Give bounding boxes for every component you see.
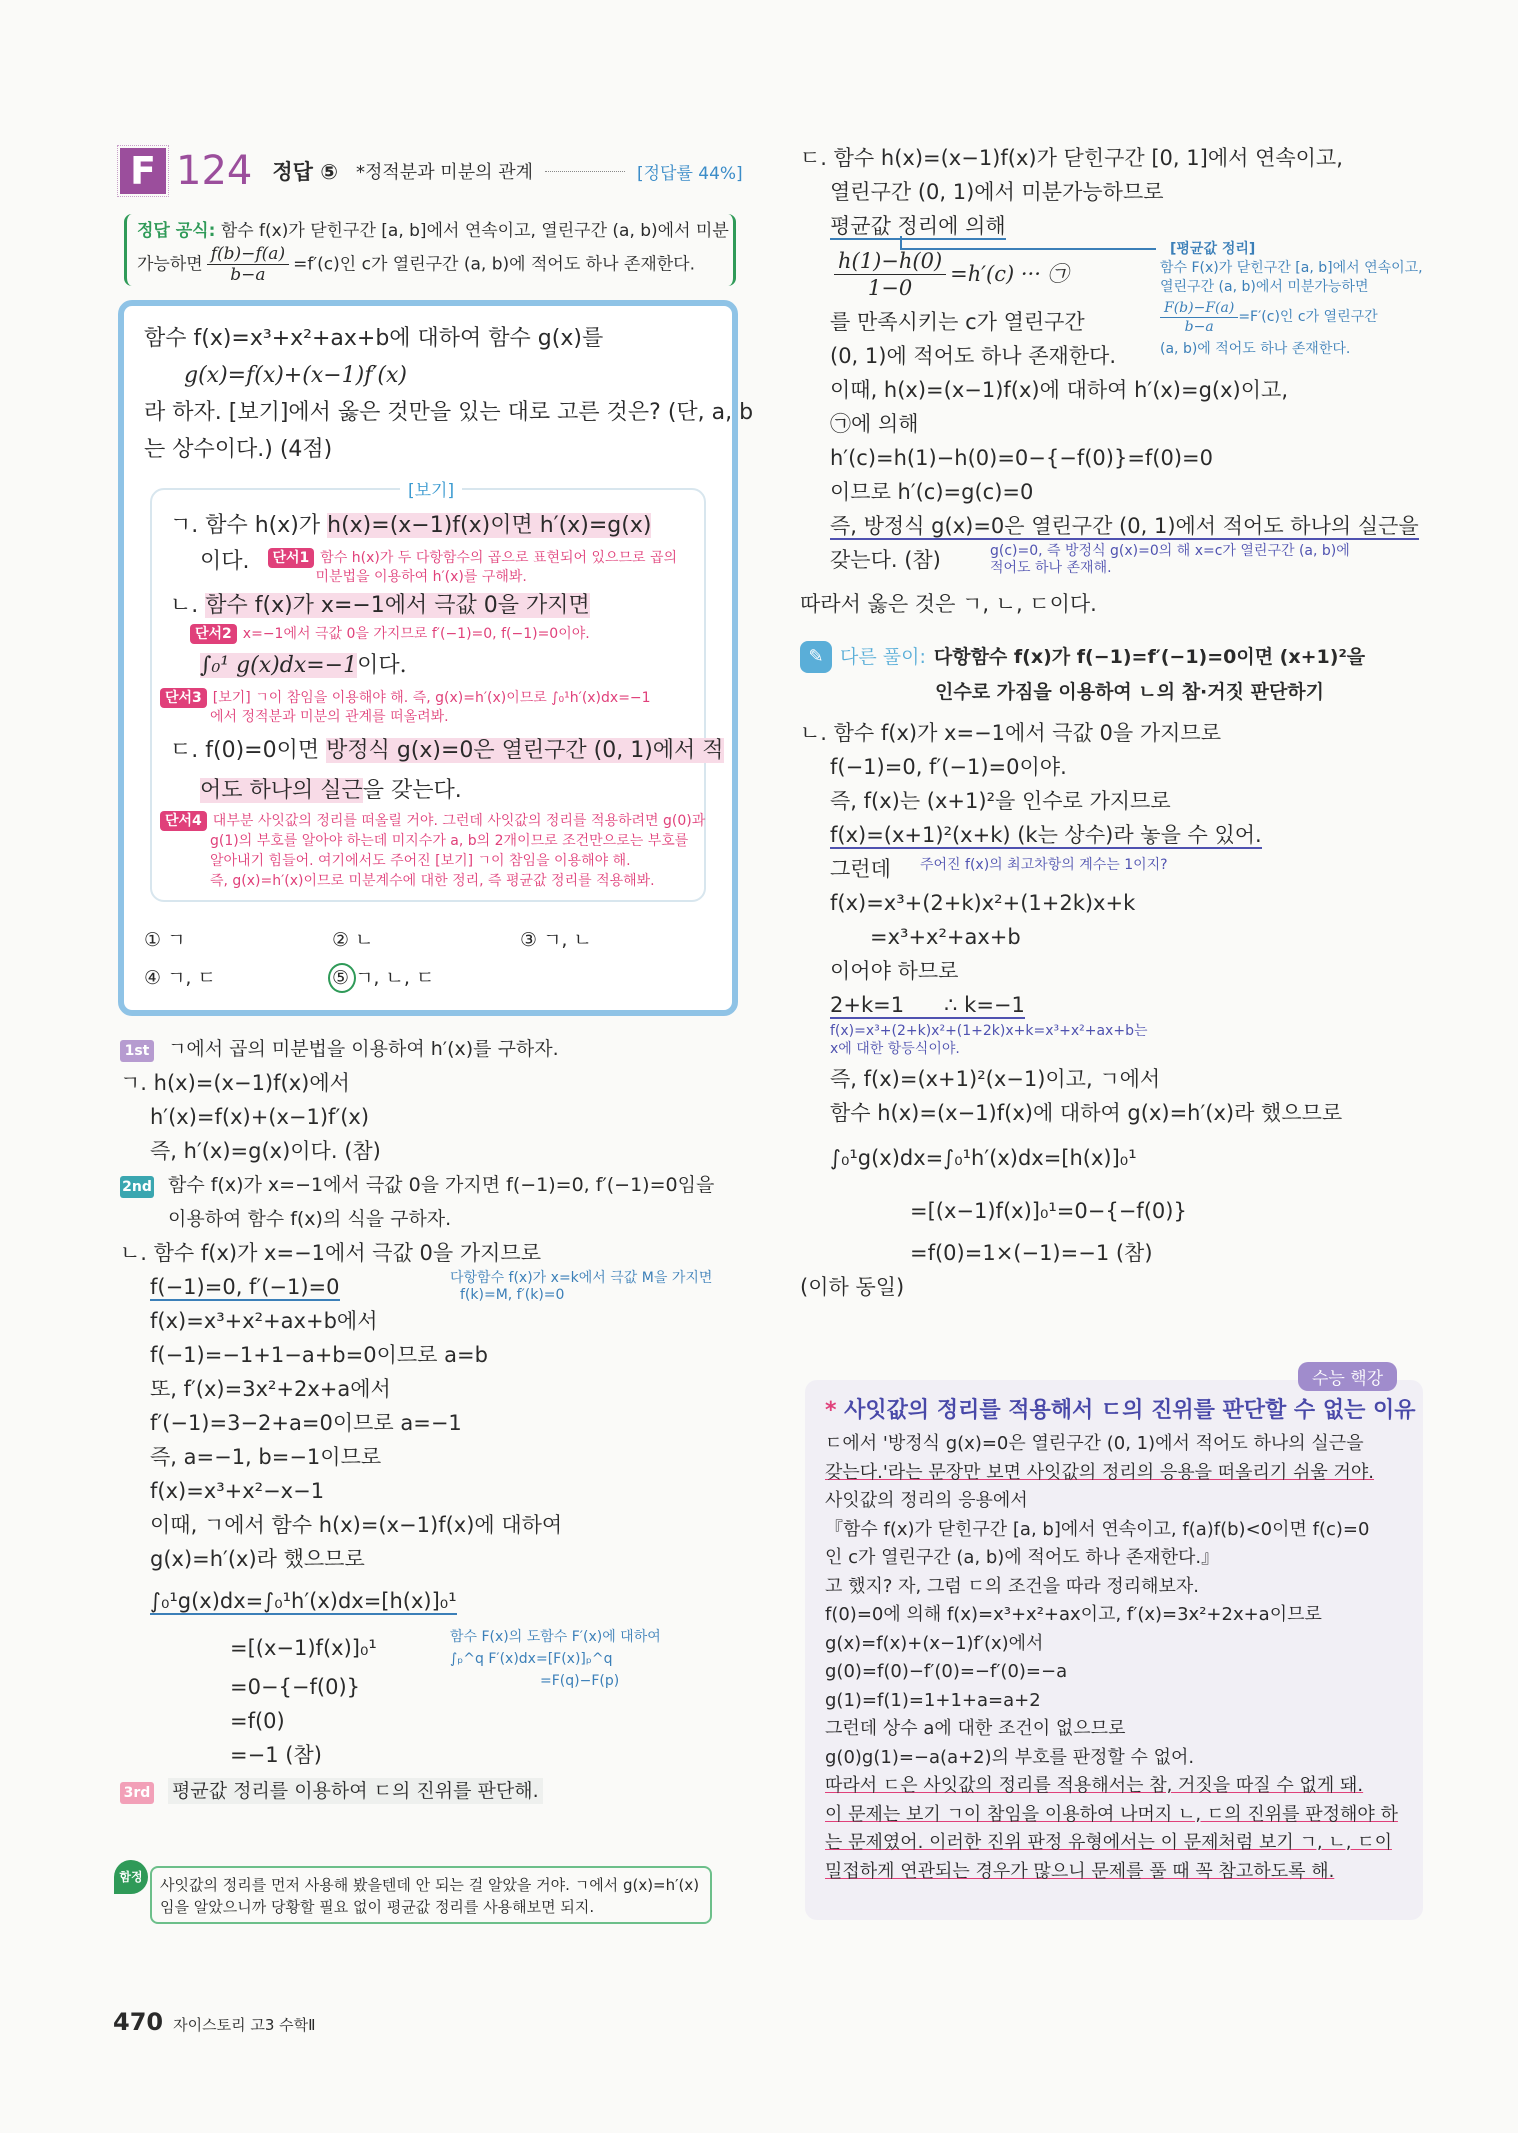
- solution-line: =f(0): [230, 1709, 285, 1733]
- tip-line: g(1)=f(1)=1+1+a=a+2: [825, 1689, 1041, 1711]
- bogi-item-text: 이다.: [200, 549, 250, 574]
- tip-line: 는 문제였어. 이러한 진위 판정 유형에서는 이 문제처럼 보기 ㄱ, ㄴ, ㄷ이: [825, 1832, 1392, 1853]
- trap-badge: 함정: [114, 1860, 148, 1894]
- note-text: =F(q)−F(p): [540, 1673, 620, 1689]
- choice-1[interactable]: ① ㄱ: [144, 929, 186, 951]
- tip-line: 갖는다.'라는 문장만 보면 사잇값의 정리의 응용을 떠올리기 쉬울 거야.: [825, 1461, 1375, 1483]
- choice-4[interactable]: ④ ㄱ, ㄷ: [144, 967, 216, 989]
- note-text: 함수 F(x)의 도함수 F′(x)에 대하여: [450, 1629, 661, 1645]
- note-text: 열린구간 (a, b)에서 미분가능하면: [1160, 279, 1369, 295]
- step-badge-2nd: 2nd: [120, 1176, 154, 1198]
- problem-number: 124: [176, 148, 253, 194]
- bogi-highlight: h(x)=(x−1)f(x)이면 h′(x)=g(x): [327, 513, 652, 538]
- solution-line: g(x)=h′(x)라 했으므로: [150, 1547, 365, 1571]
- note-text: g(c)=0, 즉 방정식 g(x)=0의 해 x=c가 열린구간 (a, b)에: [990, 543, 1350, 559]
- tip-line: f(0)=0에 의해 f(x)=x³+x²+ax이고, f′(x)=3x²+2x+a이므로: [825, 1604, 1322, 1625]
- note-text: x에 대한 항등식이야.: [830, 1041, 960, 1057]
- note-text: (a, b)에 적어도 하나 존재한다.: [1160, 341, 1351, 357]
- answer-formula-box: [124, 214, 736, 286]
- bogi-items: [165, 508, 724, 891]
- hint-text: 즉, g(x)=h′(x)이므로 미분계수에 대한 정리, 즉 평균값 정리를 적용해봐.: [210, 873, 655, 889]
- solution-line: f(x)=(x+1)²(x+k) (k는 상수)라 놓을 수 있어.: [830, 823, 1262, 847]
- hint-text: 알아내기 힘들어. 여기에서도 주어진 [보기] ㄱ이 참임을 이용해야 해.: [210, 853, 631, 869]
- solution-line: f(−1)=−1+1−a+b=0이므로 a=b: [150, 1343, 488, 1367]
- solution-line: 이어야 하므로: [830, 959, 959, 983]
- problem-line: 는 상수이다.) (4점): [144, 437, 333, 462]
- solution-line: =−1 (참): [230, 1743, 322, 1767]
- solution-line: ㄴ. 함수 f(x)가 x=−1에서 극값 0을 가지므로: [120, 1241, 541, 1265]
- problem-statement: [144, 320, 753, 468]
- hint-badge: 단서3: [160, 688, 207, 708]
- note-denominator: b−a: [1184, 319, 1214, 335]
- solution-line: f(x)=x³+x²+ax+b에서: [150, 1309, 378, 1333]
- same-below-note: (이하 동일): [800, 1275, 905, 1299]
- note-text: 함수 F(x)가 닫힌구간 [a, b]에서 연속이고,: [1160, 260, 1423, 276]
- tip-line: 사잇값의 정리의 응용에서: [825, 1490, 1028, 1511]
- bogi-highlight: 어도 하나의 실근: [200, 778, 363, 803]
- note-gc: [990, 543, 1350, 577]
- hint-4: [160, 811, 706, 891]
- solution-line: 즉, a=−1, b=−1이므로: [150, 1445, 382, 1469]
- hint-badge: 단서1: [268, 548, 315, 568]
- solution-line: 즉, f(x)=(x+1)²(x−1)이고, ㄱ에서: [830, 1067, 1161, 1091]
- solution-line: h′(c)=h(1)−h(0)=0−{−f(0)}=f(0)=0: [830, 446, 1214, 470]
- hint-text: 대부분 사잇값의 정리를 떠올릴 거야. 그런데 사잇값의 정리를 적용하려면 g(0)과: [212, 813, 706, 829]
- solution-line: =[(x−1)f(x)]₀¹: [230, 1636, 377, 1660]
- solution-line: 그런데: [830, 857, 891, 881]
- solution-line: 즉, f(x)는 (x+1)²을 인수로 가지므로: [830, 789, 1171, 813]
- bogi-item-label: ㄴ.: [170, 593, 206, 618]
- solution-line: ㄷ. 함수 h(x)=(x−1)f(x)가 닫힌구간 [0, 1]에서 연속이고,: [800, 146, 1343, 170]
- mvt-numerator: h(1)−h(0): [834, 248, 946, 275]
- hint-badge: 단서2: [190, 624, 237, 644]
- step-text: 이용하여 함수 f(x)의 식을 구하자.: [168, 1208, 452, 1230]
- formula-label: 정답 공식:: [137, 221, 216, 241]
- solution-line: 또, f′(x)=3x²+2x+a에서: [150, 1377, 391, 1401]
- solution-line: =0−{−f(0)}: [230, 1675, 361, 1699]
- solution-line: ㉠에 의해: [830, 412, 919, 436]
- solution-line: 이때, ㄱ에서 함수 h(x)=(x−1)f(x)에 대하여: [150, 1513, 563, 1537]
- note-identity: [800, 1022, 1430, 1058]
- book-title: 자이스토리 고3 수학Ⅱ: [173, 2016, 316, 2034]
- solution-line: (0, 1)에 적어도 하나 존재한다.: [830, 344, 1117, 368]
- tip-line: 이 문제는 보기 ㄱ이 참임을 이용하여 나머지 ㄴ, ㄷ의 진위를 판정해야 하: [825, 1803, 1398, 1825]
- alt-label: 다른 풀이:: [840, 646, 926, 668]
- step-badge-1st: 1st: [120, 1040, 154, 1062]
- tip-line: 그런데 상수 a에 대한 조건이 없으므로: [825, 1718, 1126, 1739]
- hint-badge: 단서4: [160, 811, 207, 831]
- solution-line: 평균값 정리에 의해: [830, 214, 1006, 238]
- mvt-note: [1160, 240, 1423, 359]
- formula-line-2-pre: 가능하면: [137, 254, 203, 275]
- step-text: ㄱ에서 곱의 미분법을 이용하여 h′(x)를 구하자.: [168, 1038, 559, 1060]
- formula-denominator: b−a: [230, 265, 266, 285]
- mvt-equation: =h′(c) ··· ㉠: [950, 262, 1069, 286]
- step-text: 평균값 정리를 이용하여 ㄷ의 진위를 판단해.: [168, 1778, 543, 1804]
- step-text: 함수 f(x)가 x=−1에서 극값 0을 가지면 f(−1)=0, f′(−1)=0임을: [168, 1174, 715, 1196]
- formula-line-1: 함수 f(x)가 닫힌구간 [a, b]에서 연속이고, 열린구간 (a, b)에서 미분: [220, 221, 729, 241]
- note-text: ∫ₚ^q F′(x)dx=[F(x)]ₚ^q: [450, 1651, 613, 1667]
- note-text: 주어진 f(x)의 최고차항의 계수는 1이지?: [920, 857, 1168, 873]
- formula-numerator: f(b)−f(a): [207, 244, 289, 265]
- solution-line: 2+k=1 ∴ k=−1: [830, 993, 1025, 1017]
- note-text: 적어도 하나 존재해.: [990, 560, 1112, 576]
- solution-line: f′(−1)=3−2+a=0이므로 a=−1: [150, 1411, 462, 1435]
- problem-line: 라 하자. [보기]에서 옳은 것만을 있는 대로 고른 것은? (단, a, b: [144, 400, 754, 425]
- solution-line: f(x)=x³+(2+k)x²+(1+2k)x+k: [830, 891, 1136, 915]
- solution-line: 열린구간 (0, 1)에서 미분가능하므로: [830, 180, 1164, 204]
- tip-line: g(0)=f(0)−f′(0)=−f′(0)=−a: [825, 1661, 1068, 1682]
- problem-line: 함수 f(x)=x³+x²+ax+b에 대하여 함수 g(x)를: [144, 326, 604, 351]
- note-text: 다항함수 f(x)가 x=k에서 극값 M을 가지면: [450, 1270, 713, 1286]
- page-footer: [113, 2008, 316, 2036]
- hint-2: [170, 624, 690, 644]
- hint-text: g(1)의 부호를 알아야 하는데 미지수가 a, b의 2개이므로 조건만으로는 부호를: [210, 833, 689, 849]
- note-extremum: [450, 1270, 712, 1304]
- tip-line: g(0)g(1)=−a(a+2)의 부호를 판정할 수 없어.: [825, 1746, 1195, 1768]
- solution-line: h′(x)=f(x)+(x−1)f′(x): [150, 1105, 370, 1129]
- topic-label: *정적분과 미분의 관계: [356, 162, 533, 183]
- bogi-highlight: 함수 f(x)가 x=−1에서 극값 0을 가지면: [205, 593, 590, 618]
- solution-line: =x³+x²+ax+b: [870, 925, 1021, 949]
- hint-text: [보기] ㄱ이 참임을 이용해야 해. 즉, g(x)=h′(x)이므로 ∫₀¹h′(x)dx=−1: [212, 690, 651, 706]
- page-number: 470: [113, 2008, 164, 2036]
- trap-box: [150, 1866, 712, 1924]
- hint-text: x=−1에서 극값 0을 가지므로 f′(−1)=0, f(−1)=0이야.: [242, 626, 590, 642]
- asterisk-icon: *: [825, 1398, 845, 1423]
- solution-line: 즉, h′(x)=g(x)이다. (참): [150, 1139, 381, 1163]
- solution-line: =f(0)=1×(−1)=−1 (참): [910, 1241, 1153, 1265]
- bogi-item-text: 을 갖는다.: [362, 778, 462, 803]
- problem-line: g(x)=f(x)+(x−1)f′(x): [184, 363, 407, 388]
- note-text: =F′(c)인 c가 열린구간: [1238, 309, 1378, 325]
- tip-lines: [825, 1430, 1425, 1886]
- hint-1: [268, 548, 678, 587]
- solution-line: f(−1)=0, f′(−1)=0이야.: [830, 755, 1067, 779]
- tip-line: 따라서 ㄷ은 사잇값의 정리를 적용해서는 참, 거짓을 따질 수 없게 돼.: [825, 1775, 1364, 1796]
- solution-line: =[(x−1)f(x)]₀¹=0−{−f(0)}: [910, 1199, 1187, 1223]
- section-letter-badge: F: [120, 148, 166, 194]
- solution-left: [120, 1032, 750, 1808]
- solution-line: 즉, 방정식 g(x)=0은 열린구간 (0, 1)에서 적어도 하나의 실근을: [830, 514, 1419, 538]
- mvt-denominator: 1−0: [867, 275, 913, 300]
- formula-line-2-post: =f′(c)인 c가 열린구간 (a, b)에 적어도 하나 존재한다.: [293, 254, 695, 275]
- trap-text: 사잇값의 정리를 먼저 사용해 봤을텐데 안 되는 걸 알았을 거야. ㄱ에서 g(x)=h′(x): [160, 1876, 700, 1894]
- bogi-item-text: 이다.: [357, 653, 407, 678]
- tip-line: 인 c가 열린구간 (a, b)에 적어도 하나 존재한다.』: [825, 1547, 1220, 1568]
- solution-line: f(x)=x³+x²−x−1: [150, 1479, 325, 1503]
- solution-line: 이므로 h′(c)=g(c)=0: [830, 480, 1034, 504]
- trap-text: 임을 알았으니까 당황할 필요 없이 평균값 정리를 사용해보면 되지.: [160, 1898, 595, 1916]
- dotted-leader: [545, 171, 625, 172]
- answer-choices: [144, 925, 704, 993]
- note-numerator: F(b)−F(a): [1160, 299, 1238, 318]
- tip-badge: 수능 핵강: [1298, 1362, 1397, 1391]
- tip-title: 사잇값의 정리를 적용해서 ㄷ의 진위를 판단할 수 없는 이유: [844, 1398, 1416, 1423]
- hint-text: 미분법을 이용하여 h′(x)를 구해봐.: [315, 569, 527, 585]
- alt-title: 다항함수 f(x)가 f(−1)=f′(−1)=0이면 (x+1)²을: [933, 646, 1366, 668]
- tip-line: g(x)=f(x)+(x−1)f′(x)에서: [825, 1632, 1044, 1654]
- alt-solution: [800, 640, 1430, 1304]
- bogi-highlight: ∫₀¹ g(x)dx=−1: [200, 653, 358, 678]
- solution-line: ㄱ. h(x)=(x−1)f(x)에서: [120, 1071, 350, 1095]
- bogi-item-label: ㄷ. f(0)=0이면: [170, 738, 327, 763]
- choice-2[interactable]: ② ㄴ: [332, 929, 374, 951]
- correct-rate: [정답률 44%]: [636, 163, 743, 184]
- solution-line: 를 만족시키는 c가 열린구간: [830, 310, 1085, 334]
- choice-3[interactable]: ③ ㄱ, ㄴ: [520, 929, 592, 951]
- solution-line: 이때, h(x)=(x−1)f(x)에 대하여 h′(x)=g(x)이고,: [830, 378, 1288, 402]
- note-text: f(k)=M, f′(k)=0: [460, 1287, 565, 1303]
- tip-line: ㄷ에서 '방정식 g(x)=0은 열린구간 (0, 1)에서 적어도 하나의 실근을: [825, 1433, 1364, 1454]
- tip-content: [825, 1392, 1425, 1886]
- bogi-item-label: ㄱ. 함수 h(x)가: [170, 513, 328, 538]
- selected-circle-mark: [328, 963, 356, 993]
- step-badge-3rd: 3rd: [120, 1782, 154, 1804]
- mvt-arrow: [900, 236, 1156, 250]
- tip-line: 밀접하게 연관되는 경우가 많으니 문제를 풀 때 꼭 참고하도록 해.: [825, 1860, 1335, 1882]
- tip-line: 고 했지? 자, 그럼 ㄷ의 조건을 따라 정리해보자.: [825, 1575, 1200, 1597]
- hint-3: [160, 688, 690, 727]
- conclusion: 따라서 옳은 것은 ㄱ, ㄴ, ㄷ이다.: [800, 592, 1097, 616]
- hint-text: 에서 정적분과 미분의 관계를 떠올려봐.: [210, 709, 449, 725]
- choice-5[interactable]: ⑤ ㄱ, ㄴ, ㄷ: [332, 963, 520, 993]
- solution-line: ∫₀¹g(x)dx=∫₀¹h′(x)dx=[h(x)]₀¹: [830, 1146, 1137, 1170]
- alt-solution-icon: ✎: [800, 641, 832, 673]
- solution-right: [800, 141, 1430, 621]
- bogi-highlight: 방정식 g(x)=0은 열린구간 (0, 1)에서 적: [326, 738, 724, 763]
- solution-line: 갖는다. (참): [830, 548, 941, 572]
- hint-text: 함수 h(x)가 두 다항함수의 곱으로 표현되어 있으므로 곱의: [320, 550, 678, 566]
- solution-line: f(−1)=0, f′(−1)=0: [150, 1275, 340, 1299]
- answer-label: 정답 ⑤: [272, 160, 339, 184]
- solution-line: ㄴ. 함수 f(x)가 x=−1에서 극값 0을 가지므로: [800, 721, 1221, 745]
- note-title: [평균값 정리]: [1170, 241, 1256, 257]
- note-ftc: [450, 1626, 661, 1692]
- problem-header: [120, 148, 743, 194]
- note-text: f(x)=x³+(2+k)x²+(1+2k)x+k=x³+x²+ax+b는: [830, 1023, 1148, 1039]
- solution-line: ∫₀¹g(x)dx=∫₀¹h′(x)dx=[h(x)]₀¹: [150, 1589, 457, 1613]
- solution-line: 함수 h(x)=(x−1)f(x)에 대하여 g(x)=h′(x)라 했으므로: [830, 1101, 1343, 1125]
- alt-title: 인수로 가짐을 이용하여 ㄴ의 참·거짓 판단하기: [935, 681, 1325, 703]
- bogi-title: [보기]: [400, 476, 462, 501]
- tip-line: 『함수 f(x)가 닫힌구간 [a, b]에서 연속이고, f(a)f(b)<0이면 f(c)=0: [825, 1518, 1370, 1540]
